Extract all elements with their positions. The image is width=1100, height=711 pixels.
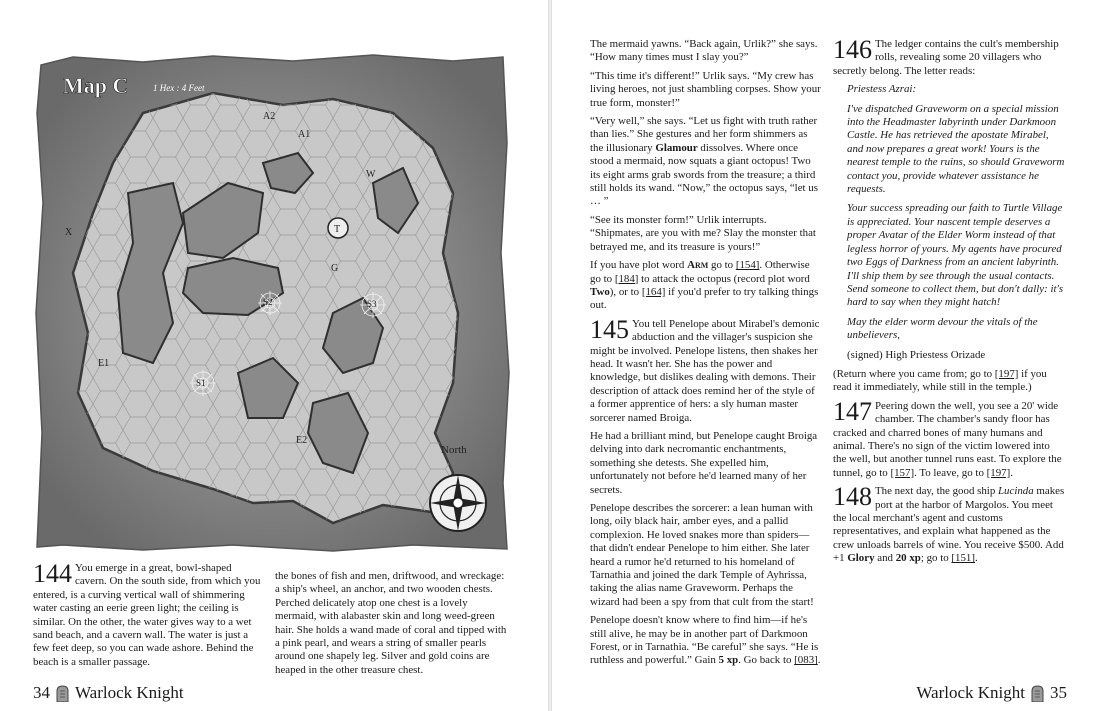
paragraph: The mermaid yawns. “Back again, Urlik?” she says. “How many times must I slay you?”	[590, 38, 818, 64]
map-label-x: X	[65, 227, 73, 238]
paragraph-number: 146	[833, 35, 872, 64]
left-page	[0, 0, 548, 711]
ref-197[interactable]: [197]	[994, 367, 1019, 380]
paragraph: “See its monster form!” Urlik interrupts. “Shipmates, are you with me? Slay the monster that betrayed me, and its treasure is yours!”	[590, 213, 816, 253]
map-label-e2: E2	[296, 435, 308, 446]
book-title: Warlock Knight	[916, 683, 1025, 702]
page-number: 34	[33, 683, 50, 702]
right-page	[552, 0, 1100, 711]
paragraph: He had a brilliant mind, but Penelope caught Broiga delving into dark necromantic enchantments, something she detests. She expelled him, unfortunately not before he'd learned many of her secrets.	[590, 429, 818, 496]
tombstone-icon	[1031, 685, 1044, 702]
map-label-s3: S3	[367, 299, 377, 309]
ref-157[interactable]: [157]	[890, 466, 915, 479]
right-column-1	[590, 38, 822, 673]
ref-197[interactable]: [197]	[986, 466, 1011, 479]
letter-signature: (signed) High Priestess Orizade	[847, 348, 986, 361]
paragraph-144-continued: the bones of fish and men, driftwood, and wreckage: a ship's wheel, an anchor, and two wooden chests. Perched delicately atop one chest is a lovely mermaid, with alabaster skin and long weed-green hair. She holds a wand made of coral and tipped with a pink pearl, and wears a string of smaller pearls around one shapely leg. Silver and gold coins are heaped in the other treasure chest.	[275, 570, 507, 676]
right-footer	[916, 683, 1067, 703]
paragraph-number: 147	[833, 396, 872, 426]
tombstone-icon	[56, 685, 69, 702]
paragraph-number: 148	[833, 482, 872, 512]
map-label-a1: A1	[298, 129, 311, 140]
paragraph: (Return where you came from; go to [197] if you read it immediately, while still in the temple.)	[833, 367, 1047, 394]
paragraph-144: 144 You emerge in a great, bowl-shaped cavern. On the south side, from which you entered, is a curving vertical wall of shimmering water casting an eerie green light; the ceiling is similar. On the other, the water gives way to a wet sand beach, and a cavern wall. The water is just a few feet deep, so you can wade ashore. Behind the beach is a smaller passage.	[33, 559, 261, 668]
right-column-2	[833, 35, 1065, 571]
compass-rose	[430, 475, 486, 531]
paragraph: If you have plot word Arm go to [154]. Otherwise go to [184] to attack the octopus (record plot word Two), or to [164] if you'd prefer to try talking things out.	[590, 259, 819, 312]
map-label-s2: S2	[263, 297, 273, 307]
paragraph-148: 148 The next day, the good ship Lucinda makes port at the harbor of Margolos. You meet the local merchant's agent and customs representatives, and explain what happened as the crew unloads barrels of wine. You receive $500. Add +1 Glory and 20 xp; go to [151].	[833, 482, 1065, 565]
map-label-a2: A2	[263, 111, 276, 122]
ref-151[interactable]: [151]	[951, 552, 975, 565]
map-label-e1: E1	[98, 358, 110, 369]
paragraph-147: 147 Peering down the well, you see a 20' wide chamber. The chamber's sandy floor has cracked and charred bones of many humans and animal. There's no sign of the victim lowered into the well, but another tunnel runs east. To explore the tunnel, go to [157]. To leave, go to [197].	[833, 396, 1062, 479]
cavern-map	[33, 53, 511, 553]
letter-block	[833, 83, 1065, 362]
ref-154[interactable]: [154]	[735, 259, 760, 272]
paragraph: “This time it's different!” Urlik says. “My crew has living heroes, not just shambling corpses. Show your true form, monster!”	[590, 69, 821, 109]
map-label-g: G	[331, 263, 339, 274]
letter-salutation: Priestess Azrai:	[847, 83, 917, 96]
paragraph: Penelope describes the sorcerer: a lean human with long, oily black hair, amber eyes, and a pallid complexion. He loved snakes more than spiders—that didn't endear Penelope to him either. She later heard a rumor he'd returned to his homeland of Tarnathia and joined the dark Temple of Ayhrissa, taking the alias name Graveworm. Perhaps the wizard had been a spy from that cult from the start!	[590, 502, 814, 608]
map-title: Map C	[63, 73, 129, 98]
map-label-t: T	[334, 224, 341, 235]
ref-164[interactable]: [164]	[641, 285, 666, 298]
paragraph-number: 145	[590, 314, 629, 344]
book-title: Warlock Knight	[75, 683, 184, 702]
ref-083[interactable]: [083]	[794, 654, 818, 667]
paragraph: Penelope doesn't know where to find him—if he's still alive, he may be in another part of Darkmoon Forest, or in Tarnathia. “Be careful” she says. “He is ruthless and powerful.” Gain 5 xp. Go back to [083].	[590, 614, 821, 667]
map-label-north: North	[441, 444, 467, 456]
letter-paragraph: Your success spreading our faith to Turtle Village is appreciated. Your nascent temple deserves a proper Avatar of the Elder Worm instead of that legless horror of yours. My agents have procured two Eggs of Darkness from an ancient labyrinth. I'll ship them by see through the usual contacts. Send someone to collect them, but don't dally: it's hard to say when they might hatch!	[847, 202, 1064, 309]
left-column-2	[275, 570, 511, 682]
left-footer	[33, 683, 184, 703]
map-scale: 1 Hex : 4 Feet	[153, 83, 205, 93]
paragraph: “Very well,” she says. “Let us fight with truth rather than lies.” She gestures and her form shimmers as the illusionary Glamour dissolves. Where once stood a mermaid, now squats a giant octopus! Two its eight arms grab swords from the treasure; a third still holds its wand. “Now,” the octopus says, “let us … ”	[590, 115, 818, 208]
map-label-w: W	[366, 169, 376, 180]
paragraph-145: 145 You tell Penelope about Mirabel's demonic abduction and the villager's suspicion she might be involved. Penelope listens, then shakes her head. It wasn't her. She has the power and knowledge, but dislikes dealing with demons. Their description of attack does remind her of the style of a former apprentice of hers: a sly human master sorcerer named Broiga.	[590, 314, 820, 424]
letter-paragraph: I've dispatched Graveworm on a special mission into the Headmaster labyrinth under Darkmoon Castle. He has retrieved the apostate Mirabel, and now prepares a great work! Yours is the nearest temple to the ruins, so should Graveworm contact you, provide whatever assistance he requests.	[847, 102, 1065, 196]
letter-paragraph: May the elder worm devour the vitals of the unbelievers,	[847, 315, 1038, 342]
map-label-s1: S1	[196, 378, 206, 388]
paragraph-146: 146 The ledger contains the cult's membership rolls, revealing some 20 villagers who secretly belong. The letter reads:	[833, 35, 1059, 77]
left-column-1	[33, 559, 261, 674]
ref-184[interactable]: [184]	[614, 272, 639, 285]
paragraph-number: 144	[33, 559, 72, 588]
page-number: 35	[1050, 683, 1067, 702]
